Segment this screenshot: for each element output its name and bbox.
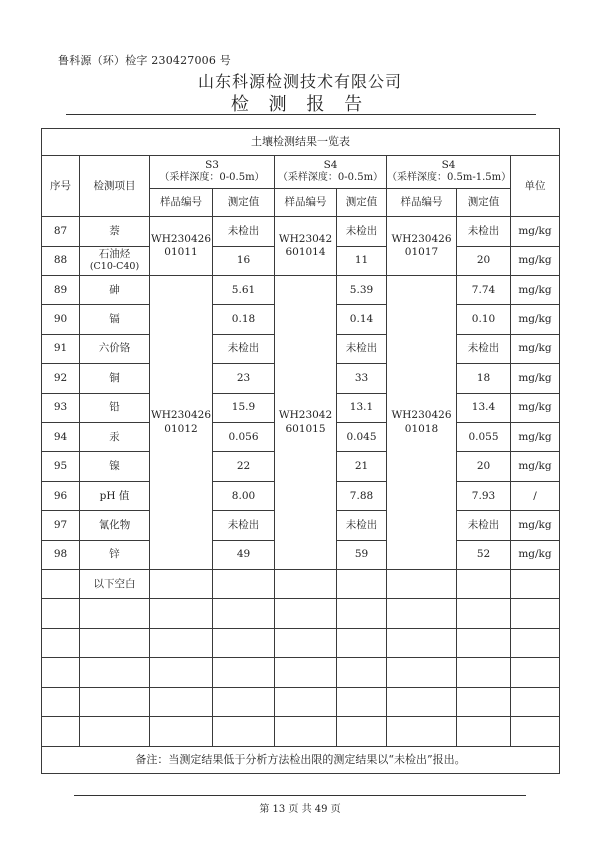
row-unit: mg/kg	[511, 452, 560, 481]
header-site-1	[150, 156, 275, 188]
row-value-2: 5.39	[337, 276, 387, 305]
row-value-2: 0.14	[337, 305, 387, 334]
empty-cell	[275, 599, 337, 628]
row-item	[80, 305, 150, 334]
row-value-2: 13.1	[337, 393, 387, 422]
row-unit: mg/kg	[511, 246, 560, 275]
empty-cell	[511, 687, 560, 716]
row-item-range: (C10-C40)	[89, 261, 140, 273]
row-value-1: 0.18	[213, 305, 275, 334]
empty-cell	[511, 570, 560, 599]
blank-label: 以下空白	[80, 570, 150, 599]
row-seq: 95	[42, 452, 80, 481]
row-unit: mg/kg	[511, 364, 560, 393]
empty-cell	[457, 687, 511, 716]
row-item-name: 铅	[109, 401, 120, 414]
row-seq: 93	[42, 393, 80, 422]
site-1-name: S3	[205, 159, 219, 172]
row-value-3: 未检出	[457, 511, 511, 540]
row-item	[80, 364, 150, 393]
empty-cell	[150, 599, 213, 628]
row-seq: 94	[42, 423, 80, 452]
row-value-2: 33	[337, 364, 387, 393]
empty-cell	[337, 628, 387, 657]
empty-cell	[387, 599, 457, 628]
table-note: 备注：当测定结果低于分析方法检出限的测定结果以“未检出”报出。	[42, 746, 560, 773]
row-value-3: 7.93	[457, 481, 511, 510]
empty-cell	[213, 599, 275, 628]
row-value-2: 21	[337, 452, 387, 481]
empty-cell	[387, 687, 457, 716]
header-value-3: 测定值	[457, 188, 511, 216]
row-value-2: 未检出	[337, 334, 387, 363]
empty-cell	[150, 687, 213, 716]
row-unit: /	[511, 481, 560, 510]
row-seq: 97	[42, 511, 80, 540]
empty-row	[42, 687, 560, 716]
row-value-2: 7.88	[337, 481, 387, 510]
row-seq: 92	[42, 364, 80, 393]
row-item-name: pH 值	[99, 489, 130, 502]
header-unit: 单位	[511, 156, 560, 217]
table-row	[42, 217, 560, 246]
row-item-name: 萘	[109, 224, 120, 237]
empty-cell	[275, 687, 337, 716]
empty-cell	[150, 658, 213, 687]
empty-cell	[42, 717, 80, 746]
row-value-2: 0.045	[337, 423, 387, 452]
row-value-3: 18	[457, 364, 511, 393]
row-item	[80, 423, 150, 452]
row-item	[80, 276, 150, 305]
site-3-depth: （采样深度：0.5m-1.5m）	[387, 172, 512, 184]
empty-cell	[387, 658, 457, 687]
row-value-1: 49	[213, 540, 275, 569]
header-seq: 序号	[42, 156, 80, 217]
row-seq: 87	[42, 217, 80, 246]
empty-cell	[387, 717, 457, 746]
row-item-name: 石油烃	[98, 248, 131, 261]
empty-row	[42, 599, 560, 628]
empty-cell	[511, 628, 560, 657]
empty-cell	[511, 658, 560, 687]
header-value-1: 测定值	[213, 188, 275, 216]
empty-cell	[275, 628, 337, 657]
empty-cell	[275, 570, 337, 599]
row-item-name: 氰化物	[98, 518, 131, 531]
row-value-3: 0.10	[457, 305, 511, 334]
row-value-3: 未检出	[457, 334, 511, 363]
empty-cell	[80, 599, 150, 628]
header-value-2: 测定值	[337, 188, 387, 216]
company-name: 山东科源检测技术有限公司	[197, 72, 402, 91]
empty-cell	[80, 658, 150, 687]
row-value-1: 0.056	[213, 423, 275, 452]
header-sample-id-2: 样品编号	[275, 188, 337, 216]
row-value-1: 8.00	[213, 481, 275, 510]
row-value-3: 0.055	[457, 423, 511, 452]
sample-id-a-2: WH23042 601014	[275, 217, 337, 276]
empty-cell	[213, 717, 275, 746]
empty-cell	[337, 717, 387, 746]
empty-cell	[511, 717, 560, 746]
row-item-name: 镍	[109, 460, 120, 473]
row-item-name: 砷	[109, 283, 120, 296]
row-item-name: 汞	[109, 430, 120, 443]
row-value-3: 7.74	[457, 276, 511, 305]
empty-cell	[42, 599, 80, 628]
row-value-2: 未检出	[337, 217, 387, 246]
header-sample-id-1: 样品编号	[150, 188, 213, 216]
row-value-3: 52	[457, 540, 511, 569]
report-title: 检 测 报 告	[230, 94, 370, 115]
empty-row	[42, 658, 560, 687]
empty-cell	[150, 717, 213, 746]
row-seq: 96	[42, 481, 80, 510]
row-value-2: 未检出	[337, 511, 387, 540]
row-item-name: 锌	[109, 548, 120, 561]
empty-cell	[337, 599, 387, 628]
row-value-3: 13.4	[457, 393, 511, 422]
row-value-2: 11	[337, 246, 387, 275]
empty-cell	[457, 628, 511, 657]
row-seq: 89	[42, 276, 80, 305]
empty-cell	[150, 570, 213, 599]
header-site-2	[275, 156, 387, 188]
empty-cell	[387, 570, 457, 599]
row-item	[80, 511, 150, 540]
sample-id-b-1: WH230426 01012	[150, 276, 213, 570]
blank-marker-row	[42, 570, 560, 599]
row-item	[80, 217, 150, 246]
empty-cell	[387, 628, 457, 657]
row-item	[80, 481, 150, 510]
empty-cell	[213, 628, 275, 657]
row-value-1: 未检出	[213, 334, 275, 363]
note-row	[42, 746, 560, 773]
row-value-1: 15.9	[213, 393, 275, 422]
empty-cell	[511, 599, 560, 628]
row-item-name: 镉	[109, 313, 120, 326]
header-site-3	[387, 156, 511, 188]
footer-divider	[74, 795, 526, 796]
sample-id-b-2: WH23042 601015	[275, 276, 337, 570]
row-value-1: 未检出	[213, 217, 275, 246]
empty-row	[42, 628, 560, 657]
sample-id-a-1: WH230426 01011	[150, 217, 213, 276]
row-unit: mg/kg	[511, 276, 560, 305]
sample-id-b-3: WH230426 01018	[387, 276, 457, 570]
row-value-1: 5.61	[213, 276, 275, 305]
empty-cell	[213, 687, 275, 716]
row-value-1: 23	[213, 364, 275, 393]
empty-cell	[42, 658, 80, 687]
empty-cell	[42, 570, 80, 599]
empty-cell	[80, 717, 150, 746]
row-value-1: 16	[213, 246, 275, 275]
report-reference-number: 鲁科源（环）检字 230427006 号	[58, 54, 231, 67]
table-caption: 土壤检测结果一览表	[42, 129, 560, 156]
row-item-name: 六价铬	[98, 342, 131, 355]
empty-cell	[457, 658, 511, 687]
soil-results-table	[41, 128, 560, 774]
row-seq: 90	[42, 305, 80, 334]
empty-cell	[80, 687, 150, 716]
header-item: 检测项目	[80, 156, 150, 217]
header-sample-id-3: 样品编号	[387, 188, 457, 216]
row-value-3: 20	[457, 452, 511, 481]
site-1-depth: （采样深度：0-0.5m）	[159, 172, 265, 184]
row-seq: 88	[42, 246, 80, 275]
empty-cell	[275, 717, 337, 746]
empty-cell	[42, 628, 80, 657]
row-seq: 98	[42, 540, 80, 569]
row-item-name: 铜	[109, 371, 120, 384]
row-unit: mg/kg	[511, 217, 560, 246]
row-unit: mg/kg	[511, 393, 560, 422]
row-item	[80, 393, 150, 422]
site-2-depth: （采样深度：0-0.5m）	[277, 172, 384, 184]
row-item	[80, 452, 150, 481]
empty-cell	[213, 658, 275, 687]
sample-id-a-3: WH230426 01017	[387, 217, 457, 276]
empty-cell	[150, 628, 213, 657]
row-value-2: 59	[337, 540, 387, 569]
row-unit: mg/kg	[511, 305, 560, 334]
empty-cell	[457, 717, 511, 746]
empty-cell	[337, 570, 387, 599]
row-item	[80, 334, 150, 363]
empty-cell	[275, 658, 337, 687]
row-item	[80, 246, 150, 275]
row-value-1: 22	[213, 452, 275, 481]
row-unit: mg/kg	[511, 540, 560, 569]
header-divider	[66, 114, 536, 115]
empty-cell	[457, 570, 511, 599]
row-value-3: 未检出	[457, 217, 511, 246]
empty-cell	[80, 628, 150, 657]
site-3-name: S4	[441, 159, 456, 172]
table-row	[42, 276, 560, 305]
row-item	[80, 540, 150, 569]
empty-cell	[213, 570, 275, 599]
empty-row	[42, 717, 560, 746]
empty-cell	[337, 658, 387, 687]
row-value-1: 未检出	[213, 511, 275, 540]
row-unit: mg/kg	[511, 334, 560, 363]
row-unit: mg/kg	[511, 511, 560, 540]
row-value-3: 20	[457, 246, 511, 275]
empty-cell	[457, 599, 511, 628]
row-unit: mg/kg	[511, 423, 560, 452]
empty-cell	[337, 687, 387, 716]
row-seq: 91	[42, 334, 80, 363]
empty-cell	[42, 687, 80, 716]
page-number: 第 13 页 共 49 页	[259, 804, 341, 815]
site-2-name: S4	[323, 159, 338, 172]
